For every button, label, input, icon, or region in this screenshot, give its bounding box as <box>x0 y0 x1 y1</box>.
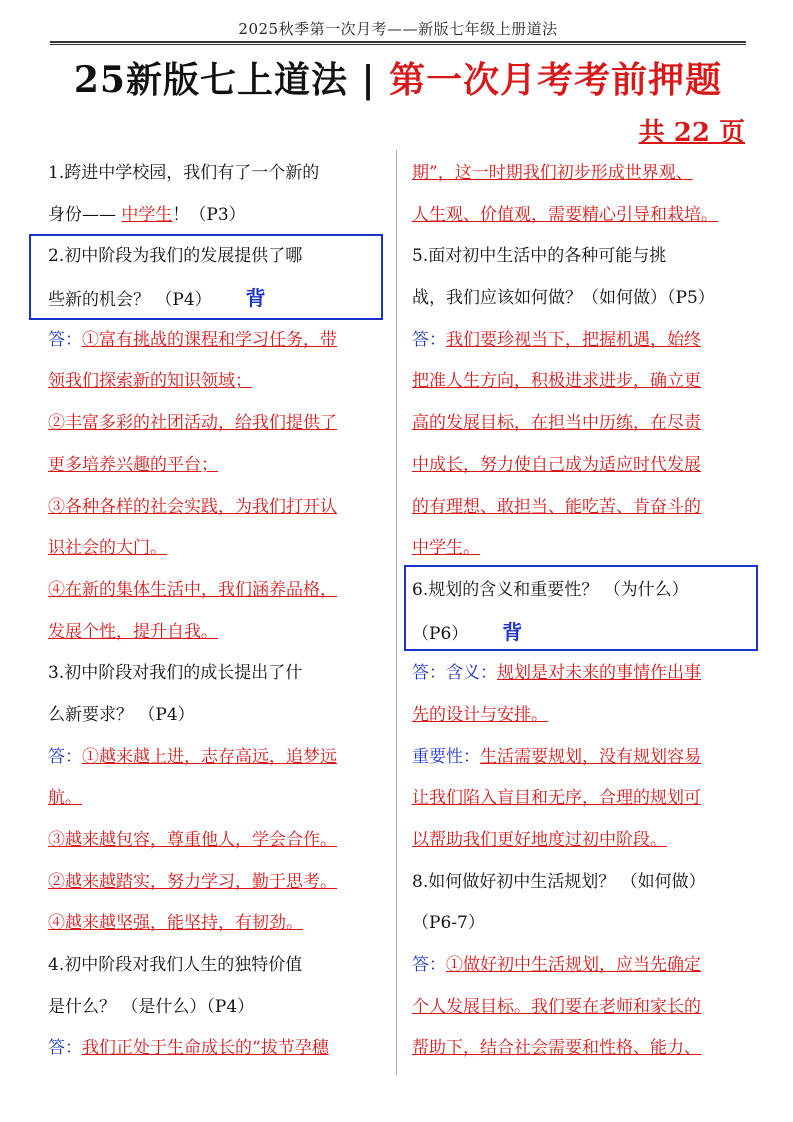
answer-text: 规划是对未来的事情作出事 <box>497 663 701 684</box>
q2-question-tail: 些新的机会？ （P4） <box>48 290 212 311</box>
q5-answer-line-1 <box>412 320 752 362</box>
q3-answer-line-3: ③越来越包容，尊重他人，学会合作。 <box>48 830 337 850</box>
q1-prefix: 身份—— <box>48 204 122 225</box>
q2-answer-line-8: 发展个性，提升自我。 <box>48 621 218 642</box>
q5-answer-line-2: 把准人生方向，积极进求进步，确立更 <box>412 371 701 392</box>
q1-answer: 中学生 <box>121 204 173 225</box>
q1-suffix: ！（P3） <box>172 204 246 225</box>
page-title <box>40 52 756 103</box>
q2-answer-line-1 <box>48 320 388 362</box>
q4-line-1: 4.初中阶段对我们人生的独特价值 <box>48 955 303 976</box>
importance-text: 生活需要规划，没有规划容易 <box>480 746 701 767</box>
q5-answer-line-4: 中成长，努力使自己成为适应时代发展 <box>412 454 701 475</box>
q3-answer-line-4: ②越来越踏实，努力学习，勤于思考。 <box>48 871 337 892</box>
header-rule-thick <box>50 41 746 43</box>
q2-answer-line-2: 领我们探索新的知识领域； <box>48 371 252 392</box>
memorize-mark: 背 <box>502 619 523 644</box>
q2-answer-line-3: ②丰富多彩的社团活动，给我们提供了 <box>48 413 337 434</box>
q2-answer-line-6: 识社会的大门。 <box>48 538 167 559</box>
q5-answer-line-5: 的有理想、敢担当、能吃苦、肯奋斗的 <box>412 496 701 517</box>
memorize-mark: 背 <box>245 286 266 311</box>
q5-answer-line-3: 高的发展目标，在担当中历练，在尽责 <box>412 413 701 434</box>
q2-answer-line-7: ④在新的集体生活中，我们涵养品格， <box>48 579 337 600</box>
column-divider <box>396 150 397 1075</box>
q2-line-2 <box>48 278 388 320</box>
q6-importance-line-2: 让我们陷入盲目和无序，合理的规划可 <box>412 788 701 809</box>
answer-label: 答： <box>412 329 446 350</box>
answer-text: 我们正处于生命成长的“拔节孕穗 <box>82 1038 329 1059</box>
answer-label: 答： <box>412 955 446 976</box>
q8-answer-line-2: 个人发展目标。我们要在老师和家长的 <box>412 996 701 1017</box>
q5-line-2: 战，我们应该如何做？（如何做）（P5） <box>412 288 715 309</box>
q3-answer-line-5: ④越来越坚强，能坚持，有韧劲。 <box>48 913 303 934</box>
q5-line-1: 5.面对初中生活中的各种可能与挑 <box>412 246 667 267</box>
answer-text: ①富有挑战的课程和学习任务，带 <box>82 329 337 350</box>
answer-label: 答： <box>48 1038 82 1059</box>
q6-importance-line-1 <box>412 737 752 779</box>
q8-line-2: （P6-7） <box>412 913 485 934</box>
q8-answer-line-1 <box>412 945 752 987</box>
q2-answer-line-5: ③各种各样的社会实践，为我们打开认 <box>48 496 337 517</box>
q6-line-2 <box>412 612 752 654</box>
q6-importance-line-3: 以帮助我们更好地度过初中阶段。 <box>412 830 667 850</box>
q4-answer-line-3: 人生观、价值观，需要精心引导和栽培。 <box>412 204 718 225</box>
q3-answer-line-2: 航。 <box>48 788 82 809</box>
right-column <box>412 153 752 1070</box>
q3-line-1: 3.初中阶段对我们的成长提出了什 <box>48 663 303 684</box>
q8-answer-line-3: 帮助下，结合社会需要和性格、能力、 <box>412 1038 701 1059</box>
answer-text: ①做好初中生活规划，应当先确定 <box>446 955 701 976</box>
answer-text: ①越来越上进，志存高远，追梦远 <box>82 746 337 767</box>
answer-label: 答：含义： <box>412 663 497 684</box>
q1-line-2 <box>48 195 388 237</box>
importance-label: 重要性： <box>412 746 480 767</box>
q4-answer-line-1 <box>48 1028 388 1070</box>
q2-answer-line-4: 更多培养兴趣的平台； <box>48 454 218 475</box>
title-black-part: 25新版七上道法 | <box>73 59 390 101</box>
q6-line-1: 6.规划的含义和重要性？ （为什么） <box>412 579 689 600</box>
q6-answer-line-1 <box>412 653 752 695</box>
answer-label: 答： <box>48 329 82 350</box>
page-count: 共 22 页 <box>638 118 745 148</box>
answer-text: 我们要珍视当下，把握机遇，始终 <box>446 329 701 350</box>
left-column <box>48 153 388 1070</box>
q8-line-1: 8.如何做好初中生活规划？ （如何做） <box>412 871 706 892</box>
q3-line-2: 么新要求？ （P4） <box>48 704 195 725</box>
title-red-part: 第一次月考考前押题 <box>389 59 723 101</box>
q6-question-tail: （P6） <box>412 623 469 644</box>
q1-line-1: 1.跨进中学校园，我们有了一个新的 <box>48 163 320 183</box>
running-header: 2025秋季第一次月考——新版七年级上册道法 <box>238 20 558 38</box>
q4-answer-line-2: 期”，这一时期我们初步形成世界观、 <box>412 163 693 183</box>
answer-label: 答： <box>48 746 82 767</box>
q4-line-2: 是什么？ （是什么）（P4） <box>48 996 255 1017</box>
q3-answer-line-1 <box>48 737 388 779</box>
q6-answer-line-2: 先的设计与安排。 <box>412 704 548 725</box>
header-rule-thin <box>50 44 746 45</box>
q2-line-1: 2.初中阶段为我们的发展提供了哪 <box>48 246 303 267</box>
q5-answer-line-6: 中学生。 <box>412 538 480 559</box>
